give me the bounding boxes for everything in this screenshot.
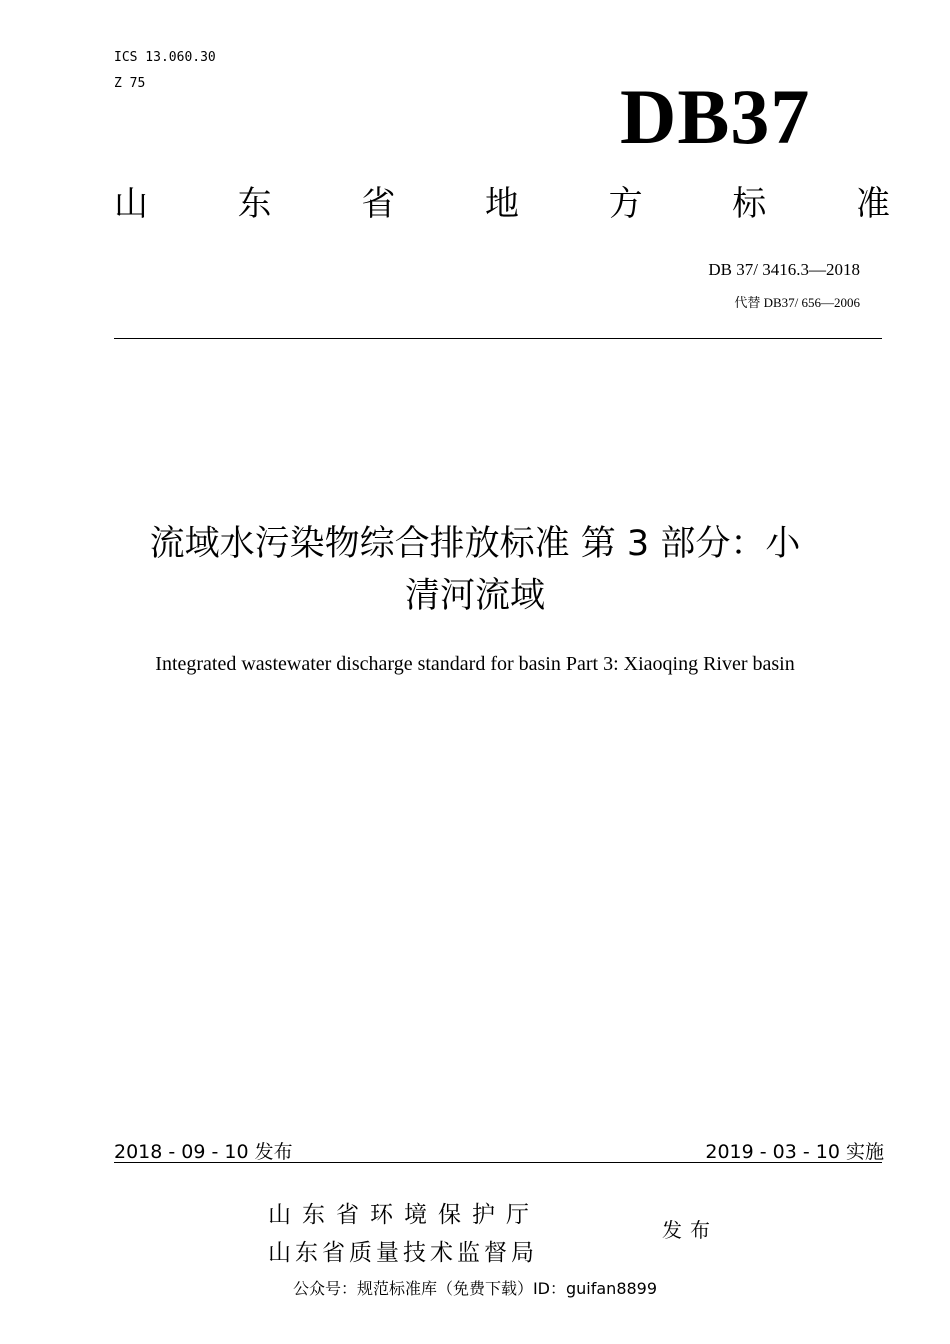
standard-number: DB 37/ 3416.3—2018 [708, 260, 860, 279]
replaces-note: 代替 DB37/ 656—2006 [734, 295, 860, 310]
ccs-code: Z 75 [114, 76, 146, 91]
standard-type-char: 东 [237, 184, 272, 224]
issuer-environment-dept: 山东省环境保护厅 [268, 1202, 540, 1228]
document-title-cn [80, 518, 870, 622]
issuer-quality-bureau: 山东省质量技术监督局 [268, 1240, 538, 1266]
issue-date: 2018 - 09 - 10 发布 [114, 1141, 293, 1163]
footer-divider [114, 1162, 882, 1163]
title-cn-line1: 流域水污染物综合排放标准 第 3 部分：小 [149, 524, 801, 564]
standard-type-char: 省 [361, 184, 396, 224]
standard-logo: DB37 [620, 73, 811, 160]
standard-type-char: 山 [114, 184, 148, 224]
ics-code: ICS 13.060.30 [114, 50, 216, 65]
standard-type-char: 标 [732, 184, 767, 224]
standard-type-char: 方 [608, 184, 643, 224]
standard-type-heading [114, 186, 890, 223]
document-title-en: Integrated wastewater discharge standard for basin Part 3: Xiaoqing River basin [155, 653, 795, 675]
publish-label: 发布 [662, 1218, 718, 1242]
title-cn-line2: 清河流域 [404, 576, 545, 616]
header-divider [114, 338, 882, 339]
watermark-footer: 公众号：规范标准库（免费下载）ID：guifan8899 [292, 1279, 658, 1298]
standard-type-char: 准 [855, 184, 890, 224]
implementation-date: 2019 - 03 - 10 实施 [705, 1141, 884, 1163]
standard-type-char: 地 [484, 184, 519, 224]
